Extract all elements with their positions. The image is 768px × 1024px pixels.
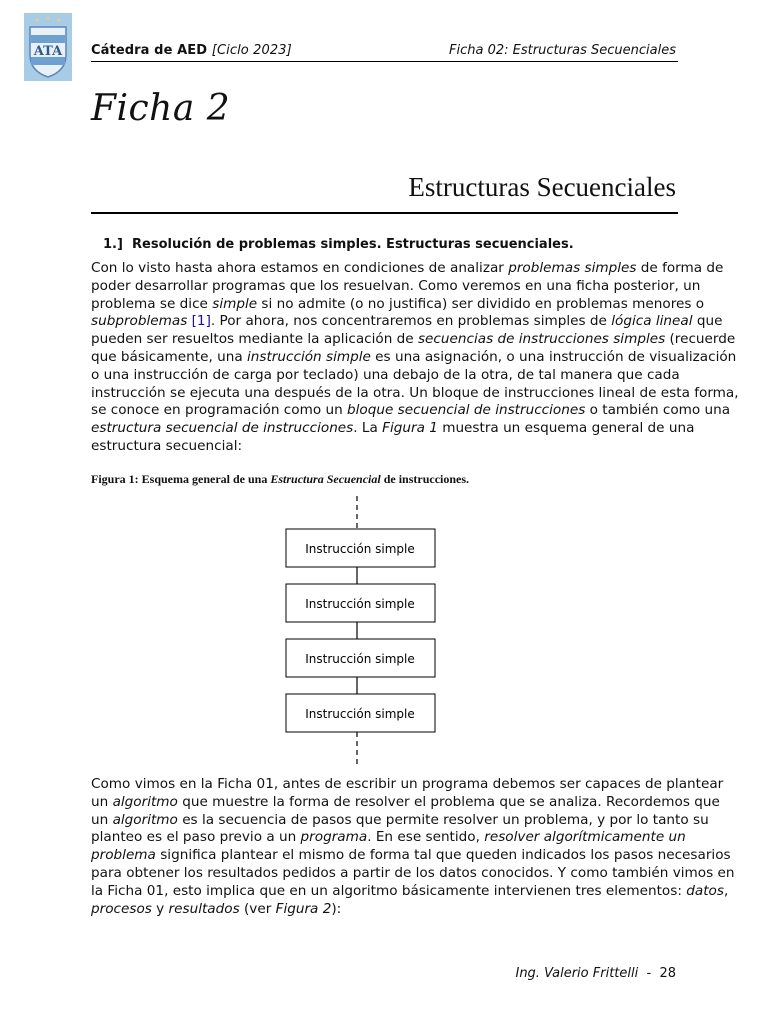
text-line: Con lo visto hasta ahora estamos en condiciones de analizar problemas simples de forma de	[91, 260, 724, 276]
text-line: la Ficha 01, esto implica que en un algoritmo básicamente intervienen tres elementos: datos,	[91, 882, 729, 899]
logo-lettering: ATA	[33, 44, 63, 59]
sheet-header: Ficha 02: Estructuras Secuenciales	[449, 43, 676, 58]
text-line: procesos y resultados (ver Figura 2):	[91, 900, 342, 917]
course-name: Cátedra de AED	[91, 43, 208, 58]
paragraph-intro	[91, 260, 739, 456]
text-line: subproblemas [1]. Por ahora, nos concentraremos en problemas simples de lógica lineal que	[91, 313, 723, 330]
course-cycle: [Ciclo 2023]	[211, 43, 292, 58]
instruction-label: Instrucción simple	[305, 597, 415, 611]
course-header	[91, 43, 292, 58]
text-line: estructura secuencial:	[91, 437, 243, 454]
page-number: 28	[659, 966, 676, 981]
footer-separator: -	[638, 966, 660, 981]
text-line: para obtener los resultados pedidos a partir de los datos conocidos. Y como también vimos en	[91, 864, 735, 881]
text-line: pueden ser resueltos mediante la aplicación de secuencias de instrucciones simples (recuerde	[91, 331, 736, 348]
text-line: que básicamente, una instrucción simple es una asignación, o una instrucción de visualización	[91, 348, 737, 365]
text-line: un algoritmo que muestre la forma de resolver el problema que se analiza. Recordemos que	[91, 793, 720, 810]
text-line: instrucción se ejecuta una después de la otra. Un bloque de instrucciones lineal de esta forma,	[91, 384, 739, 401]
page-title: Ficha 2	[91, 88, 231, 129]
section-title: Resolución de problemas simples. Estructuras secuenciales.	[132, 237, 574, 252]
section-heading	[103, 237, 574, 252]
text-line: poder desarrollar programas que los resuelvan. Como veremos en una ficha posterior, un	[91, 277, 701, 294]
text-line: se conoce en programación como un bloque secuencial de instrucciones o también como una	[91, 402, 731, 419]
header-divider	[91, 61, 678, 62]
paragraph-algorithm	[91, 776, 735, 918]
text-line: problema significa plantear el mismo de forma tal que queden indicados los pasos necesarios	[91, 847, 731, 864]
reference-link[interactable]: [1]	[191, 313, 211, 330]
figure-caption: Figura 1: Esquema general de una Estructura Secuencial de instrucciones.	[91, 472, 470, 486]
page-subtitle: Estructuras Secuenciales	[408, 172, 676, 202]
title-divider	[91, 212, 678, 214]
section-number: 1.]	[103, 237, 123, 252]
text-line: o una instrucción de carga por teclado) una debajo de la otra, de tal manera que cada	[91, 366, 680, 383]
instruction-label: Instrucción simple	[305, 652, 415, 666]
text-line: planteo es el paso previo a un programa. En ese sentido, resolver algorítmicamente un	[91, 829, 686, 846]
text-line: un algoritmo es la secuencia de pasos que permite resolver un problema, y por lo tanto su	[91, 811, 709, 828]
text-line: estructura secuencial de instrucciones. La Figura 1 muestra un esquema general de una	[91, 420, 695, 437]
footer-author: Ing. Valerio Frittelli	[515, 966, 639, 981]
ata-shield-logo-icon	[24, 13, 72, 81]
sequential-structure-diagram	[280, 494, 440, 770]
text-line: Como vimos en la Ficha 01, antes de escribir un programa debemos ser capaces de plantear	[91, 776, 724, 792]
instruction-label: Instrucción simple	[305, 542, 415, 556]
instruction-label: Instrucción simple	[305, 707, 415, 721]
page-footer	[515, 966, 676, 981]
text-line: problema se dice simple si no admite (o no justifica) ser dividido en problemas menores o	[91, 295, 705, 312]
